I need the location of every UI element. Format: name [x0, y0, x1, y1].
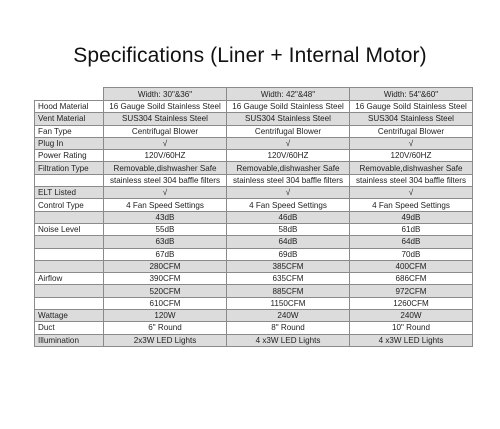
table-cell: 64dB	[227, 236, 350, 248]
table-cell: 610CFM	[104, 297, 227, 309]
table-row	[35, 162, 473, 174]
table-row	[35, 322, 473, 334]
table-cell: 1150CFM	[227, 297, 350, 309]
row-label: Filtration Type	[35, 162, 104, 174]
specifications-table	[34, 87, 473, 347]
table-cell: 400CFM	[350, 260, 473, 272]
row-label: Illumination	[35, 334, 104, 346]
row-label: Control Type	[35, 199, 104, 211]
row-label: Noise Level	[35, 223, 104, 235]
table-cell: Removable,dishwasher Safe	[227, 162, 350, 174]
table-cell: stainless steel 304 baffle filters	[350, 174, 473, 186]
table-cell: 4 Fan Speed Settings	[227, 199, 350, 211]
row-label: Hood Material	[35, 101, 104, 113]
table-cell: 16 Gauge Soild Stainless Steel	[104, 101, 227, 113]
table-cell: 6" Round	[104, 322, 227, 334]
table-cell: stainless steel 304 baffle filters	[104, 174, 227, 186]
table-row	[35, 150, 473, 162]
table-cell: 2x3W LED Lights	[104, 334, 227, 346]
table-cell: 120W	[104, 310, 227, 322]
row-label: Fan Type	[35, 125, 104, 137]
table-cell: 8" Round	[227, 322, 350, 334]
table-cell: 390CFM	[104, 273, 227, 285]
table-cell: 240W	[350, 310, 473, 322]
table-cell: 10" Round	[350, 322, 473, 334]
table-cell: Centrifugal Blower	[350, 125, 473, 137]
table-row	[35, 187, 473, 199]
table-row	[35, 248, 473, 260]
row-label: ELT Listed	[35, 187, 104, 199]
table-cell: 63dB	[104, 236, 227, 248]
table-cell: SUS304 Stainless Steel	[104, 113, 227, 125]
table-cell: 67dB	[104, 248, 227, 260]
table-row	[35, 273, 473, 285]
table-cell: 385CFM	[227, 260, 350, 272]
row-label	[35, 248, 104, 260]
table-cell: 635CFM	[227, 273, 350, 285]
table-cell: 61dB	[350, 223, 473, 235]
table-cell: 4 x3W LED Lights	[227, 334, 350, 346]
table-row	[35, 310, 473, 322]
table-cell: 49dB	[350, 211, 473, 223]
table-cell: 120V/60HZ	[350, 150, 473, 162]
table-cell: 972CFM	[350, 285, 473, 297]
table-row	[35, 125, 473, 137]
column-header: Width: 42"&48"	[227, 88, 350, 101]
table-cell: √	[227, 137, 350, 149]
table-cell: 69dB	[227, 248, 350, 260]
table-row	[35, 199, 473, 211]
table-row	[35, 101, 473, 113]
column-header: Width: 54"&60"	[350, 88, 473, 101]
table-row	[35, 113, 473, 125]
table-cell: 58dB	[227, 223, 350, 235]
table-row	[35, 236, 473, 248]
row-label	[35, 211, 104, 223]
table-row	[35, 260, 473, 272]
table-cell: Centrifugal Blower	[104, 125, 227, 137]
row-label	[35, 174, 104, 186]
table-cell: 686CFM	[350, 273, 473, 285]
table-cell: 280CFM	[104, 260, 227, 272]
table-cell: SUS304 Stainless Steel	[350, 113, 473, 125]
table-cell: 43dB	[104, 211, 227, 223]
table-cell: 70dB	[350, 248, 473, 260]
row-label	[35, 260, 104, 272]
table-cell: 120V/60HZ	[227, 150, 350, 162]
row-label: Vent Material	[35, 113, 104, 125]
table-cell: 240W	[227, 310, 350, 322]
table-cell: √	[104, 187, 227, 199]
table-cell: 520CFM	[104, 285, 227, 297]
table-cell: 16 Gauge Soild Stainless Steel	[227, 101, 350, 113]
table-cell: 120V/60HZ	[104, 150, 227, 162]
table-row	[35, 285, 473, 297]
table-cell: 46dB	[227, 211, 350, 223]
header-corner-cell	[35, 88, 104, 101]
table-cell: SUS304 Stainless Steel	[227, 113, 350, 125]
table-cell: √	[104, 137, 227, 149]
row-label: Power Rating	[35, 150, 104, 162]
table-cell: stainless steel 304 baffle filters	[227, 174, 350, 186]
table-cell: 4 Fan Speed Settings	[104, 199, 227, 211]
table-cell: 64dB	[350, 236, 473, 248]
table-cell: 1260CFM	[350, 297, 473, 309]
table-cell: 4 x3W LED Lights	[350, 334, 473, 346]
table-row	[35, 297, 473, 309]
table-cell: Centrifugal Blower	[227, 125, 350, 137]
row-label: Airflow	[35, 273, 104, 285]
table-cell: 55dB	[104, 223, 227, 235]
column-header: Width: 30"&36"	[104, 88, 227, 101]
table-row	[35, 223, 473, 235]
table-row	[35, 174, 473, 186]
table-header-row	[35, 88, 473, 101]
row-label: Plug In	[35, 137, 104, 149]
row-label: Duct	[35, 322, 104, 334]
row-label	[35, 285, 104, 297]
row-label: Wattage	[35, 310, 104, 322]
table-cell: Removable,dishwasher Safe	[350, 162, 473, 174]
table-cell: Removable,dishwasher Safe	[104, 162, 227, 174]
row-label	[35, 236, 104, 248]
table-cell: √	[350, 137, 473, 149]
table-cell: √	[227, 187, 350, 199]
table-row	[35, 211, 473, 223]
page-title: Specifications (Liner + Internal Motor)	[73, 44, 427, 67]
table-cell: √	[350, 187, 473, 199]
row-label	[35, 297, 104, 309]
table-row	[35, 334, 473, 346]
table-cell: 885CFM	[227, 285, 350, 297]
table-cell: 16 Gauge Soild Stainless Steel	[350, 101, 473, 113]
table-row	[35, 137, 473, 149]
table-cell: 4 Fan Speed Settings	[350, 199, 473, 211]
